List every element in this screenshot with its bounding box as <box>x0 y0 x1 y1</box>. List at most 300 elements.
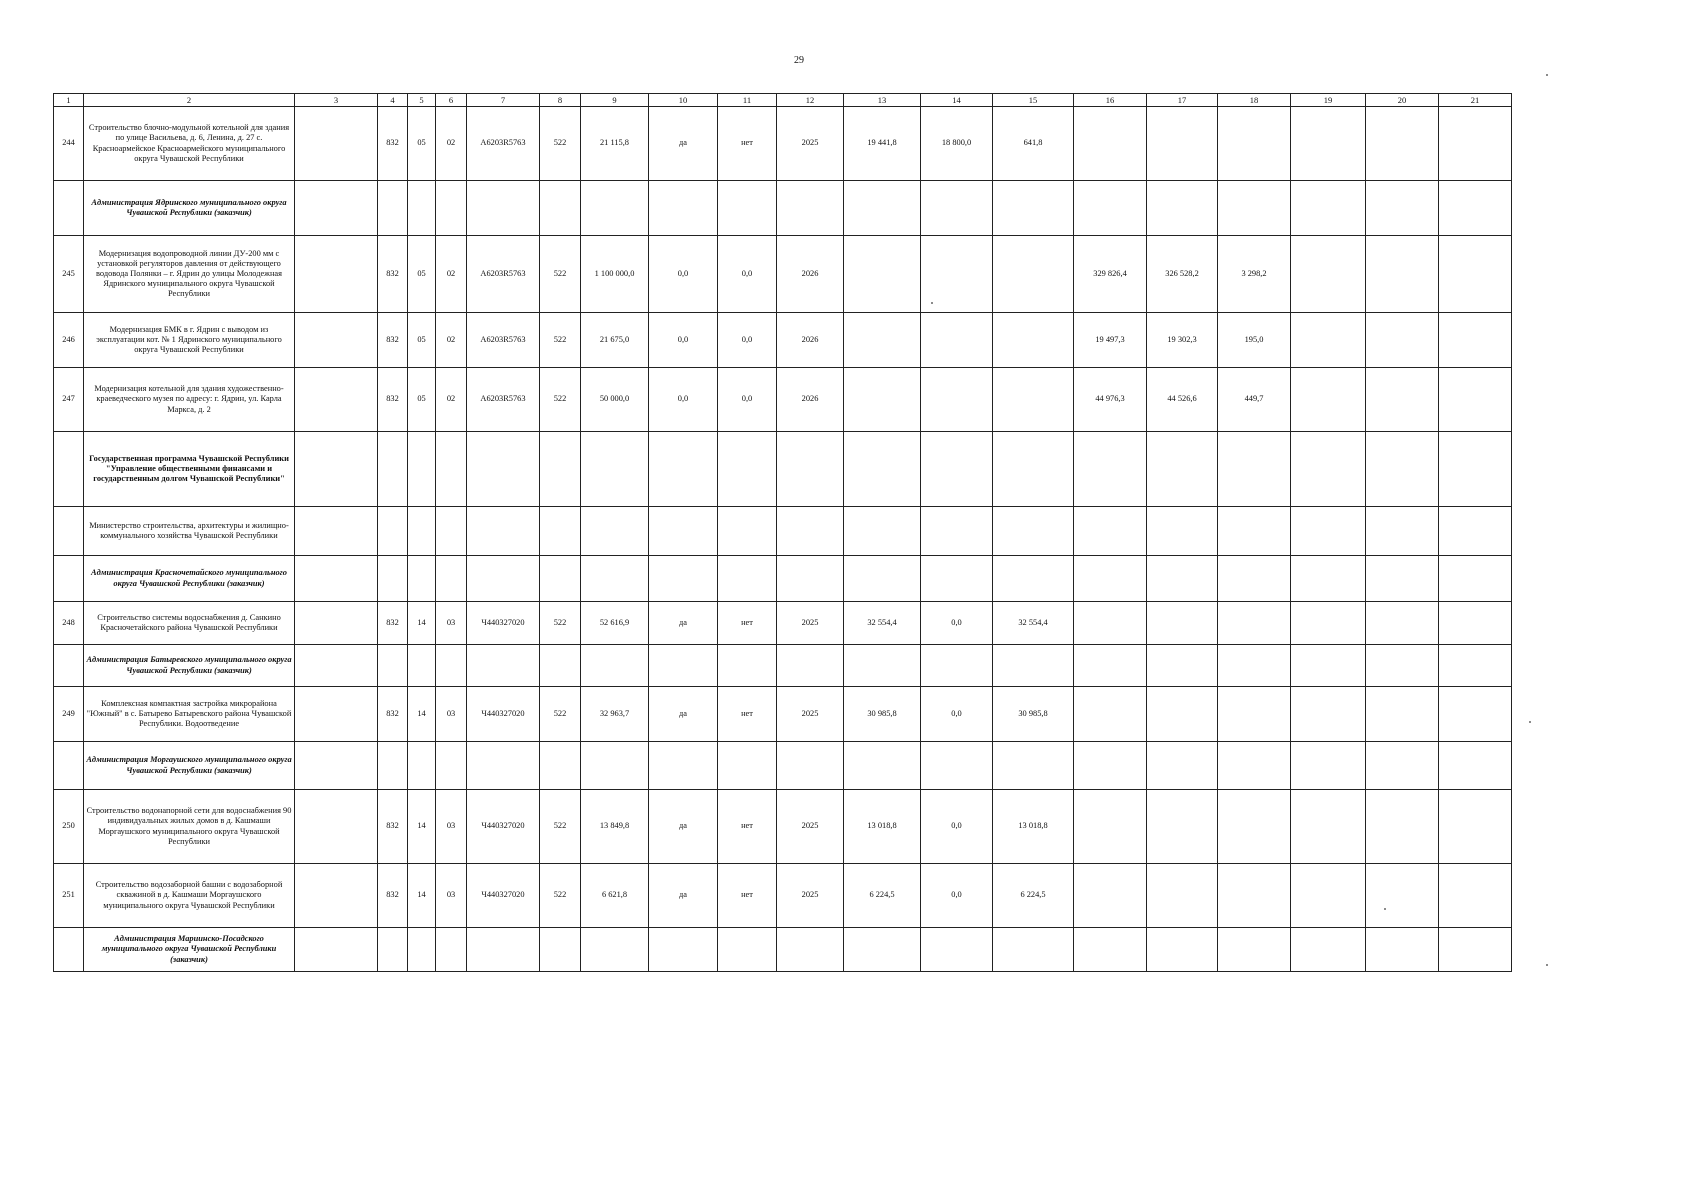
cell-col-21 <box>1439 602 1512 645</box>
cell-col-3 <box>295 645 378 687</box>
cell-col-16 <box>1074 928 1147 972</box>
cell-col-13: 13 018,8 <box>844 790 921 864</box>
cell-col-14: 0,0 <box>921 602 993 645</box>
cell-col-3 <box>295 864 378 928</box>
cell-col-19 <box>1291 368 1366 432</box>
cell-col-8: 522 <box>540 790 581 864</box>
cell-col-19 <box>1291 432 1366 507</box>
cell-col-12: 2025 <box>777 602 844 645</box>
cell-col-21 <box>1439 790 1512 864</box>
cell-col-16 <box>1074 507 1147 556</box>
cell-col-19 <box>1291 928 1366 972</box>
cell-col-10 <box>649 742 718 790</box>
row-number: 251 <box>54 864 84 928</box>
cell-col-10 <box>649 928 718 972</box>
cell-col-21 <box>1439 687 1512 742</box>
cell-col-10 <box>649 432 718 507</box>
cell-col-4: 832 <box>378 107 408 181</box>
cell-col-14: 0,0 <box>921 687 993 742</box>
cell-col-17 <box>1147 687 1218 742</box>
cell-col-11: нет <box>718 790 777 864</box>
cell-col-5 <box>408 507 436 556</box>
cell-col-7 <box>467 507 540 556</box>
cell-col-8 <box>540 432 581 507</box>
cell-col-4 <box>378 645 408 687</box>
cell-col-11 <box>718 181 777 236</box>
cell-col-11: 0,0 <box>718 368 777 432</box>
table-row <box>54 602 1512 645</box>
row-number: 244 <box>54 107 84 181</box>
row-number: 246 <box>54 313 84 368</box>
cell-col-4: 832 <box>378 602 408 645</box>
customer-section-row <box>54 556 1512 602</box>
cell-col-15 <box>993 236 1074 313</box>
table-row <box>54 313 1512 368</box>
cell-col-16 <box>1074 432 1147 507</box>
cell-col-19 <box>1291 507 1366 556</box>
column-header-2: 2 <box>84 94 295 107</box>
cell-col-6 <box>436 742 467 790</box>
cell-col-16 <box>1074 864 1147 928</box>
cell-col-5 <box>408 928 436 972</box>
cell-col-4 <box>378 928 408 972</box>
cell-col-7: Ч440327020 <box>467 687 540 742</box>
cell-col-8 <box>540 507 581 556</box>
cell-col-5: 14 <box>408 790 436 864</box>
cell-col-8 <box>540 645 581 687</box>
cell-col-20 <box>1366 602 1439 645</box>
cell-col-14 <box>921 928 993 972</box>
cell-col-8: 522 <box>540 864 581 928</box>
cell-col-11 <box>718 645 777 687</box>
cell-col-10: 0,0 <box>649 313 718 368</box>
cell-col-3 <box>295 790 378 864</box>
cell-col-15: 13 018,8 <box>993 790 1074 864</box>
cell-col-15 <box>993 181 1074 236</box>
cell-col-7 <box>467 645 540 687</box>
cell-col-12: 2025 <box>777 864 844 928</box>
cell-col-3 <box>295 368 378 432</box>
cell-col-14 <box>921 507 993 556</box>
cell-col-5 <box>408 432 436 507</box>
cell-col-15 <box>993 368 1074 432</box>
column-header-14: 14 <box>921 94 993 107</box>
cell-col-7: Ч440327020 <box>467 602 540 645</box>
cell-col-6 <box>436 507 467 556</box>
cell-col-9: 1 100 000,0 <box>581 236 649 313</box>
customer-section-row <box>54 928 1512 972</box>
cell-col-17 <box>1147 602 1218 645</box>
cell-col-8: 522 <box>540 107 581 181</box>
cell-col-19 <box>1291 687 1366 742</box>
cell-col-21 <box>1439 368 1512 432</box>
cell-col-14 <box>921 742 993 790</box>
cell-col-11: нет <box>718 687 777 742</box>
object-name: Строительство водозаборной башни с водозаборной скважиной в д. Кашмаши Моргаушского муниципального округа Чувашской Республики <box>84 864 295 928</box>
cell-col-20 <box>1366 687 1439 742</box>
cell-col-17: 326 528,2 <box>1147 236 1218 313</box>
cell-col-20 <box>1366 928 1439 972</box>
row-number <box>54 507 84 556</box>
cell-col-6: 02 <box>436 313 467 368</box>
cell-col-8 <box>540 181 581 236</box>
column-header-7: 7 <box>467 94 540 107</box>
cell-col-14 <box>921 645 993 687</box>
object-name: Модернизация водопроводной линии ДУ-200 мм с установкой регуляторов давления от действующего водовода Полянки – г. Ядрин до улицы Молодежная Ядринского муниципального округа Чувашской Республики <box>84 236 295 313</box>
cell-col-18 <box>1218 181 1291 236</box>
cell-col-11: нет <box>718 864 777 928</box>
cell-col-3 <box>295 556 378 602</box>
cell-col-6: 03 <box>436 687 467 742</box>
cell-col-13: 30 985,8 <box>844 687 921 742</box>
cell-col-17 <box>1147 181 1218 236</box>
cell-col-15 <box>993 432 1074 507</box>
object-name: Модернизация БМК в г. Ядрин с выводом из эксплуатации кот. № 1 Ядринского муниципального округа Чувашской Республики <box>84 313 295 368</box>
cell-col-11 <box>718 928 777 972</box>
row-number: 249 <box>54 687 84 742</box>
customer-title: Администрация Батыревского муниципального округа Чувашской Республики (заказчик) <box>84 645 295 687</box>
cell-col-12 <box>777 742 844 790</box>
row-number <box>54 645 84 687</box>
cell-col-15: 6 224,5 <box>993 864 1074 928</box>
cell-col-8 <box>540 556 581 602</box>
cell-col-18: 195,0 <box>1218 313 1291 368</box>
cell-col-7 <box>467 556 540 602</box>
column-header-1: 1 <box>54 94 84 107</box>
cell-col-13 <box>844 928 921 972</box>
cell-col-21 <box>1439 864 1512 928</box>
cell-col-11 <box>718 507 777 556</box>
cell-col-7 <box>467 181 540 236</box>
cell-col-17 <box>1147 432 1218 507</box>
cell-col-20 <box>1366 432 1439 507</box>
cell-col-20 <box>1366 742 1439 790</box>
ministry-section-row <box>54 507 1512 556</box>
cell-col-4 <box>378 181 408 236</box>
cell-col-3 <box>295 742 378 790</box>
cell-col-5: 05 <box>408 368 436 432</box>
cell-col-8: 522 <box>540 602 581 645</box>
cell-col-21 <box>1439 742 1512 790</box>
cell-col-9: 6 621,8 <box>581 864 649 928</box>
cell-col-5 <box>408 181 436 236</box>
cell-col-9: 50 000,0 <box>581 368 649 432</box>
cell-col-13: 19 441,8 <box>844 107 921 181</box>
cell-col-18 <box>1218 107 1291 181</box>
cell-col-11: 0,0 <box>718 313 777 368</box>
cell-col-4: 832 <box>378 687 408 742</box>
cell-col-21 <box>1439 107 1512 181</box>
cell-col-13: 6 224,5 <box>844 864 921 928</box>
cell-col-8 <box>540 742 581 790</box>
cell-col-3 <box>295 687 378 742</box>
cell-col-4 <box>378 556 408 602</box>
cell-col-16 <box>1074 687 1147 742</box>
cell-col-18 <box>1218 556 1291 602</box>
row-number: 245 <box>54 236 84 313</box>
cell-col-7 <box>467 432 540 507</box>
cell-col-19 <box>1291 236 1366 313</box>
cell-col-12 <box>777 928 844 972</box>
cell-col-17 <box>1147 928 1218 972</box>
cell-col-4: 832 <box>378 236 408 313</box>
cell-col-10: да <box>649 107 718 181</box>
cell-col-14: 0,0 <box>921 864 993 928</box>
cell-col-13 <box>844 313 921 368</box>
cell-col-21 <box>1439 432 1512 507</box>
cell-col-9 <box>581 432 649 507</box>
cell-col-12 <box>777 645 844 687</box>
cell-col-18 <box>1218 507 1291 556</box>
cell-col-7: А6203R5763 <box>467 313 540 368</box>
cell-col-17 <box>1147 107 1218 181</box>
cell-col-16 <box>1074 790 1147 864</box>
cell-col-9: 21 675,0 <box>581 313 649 368</box>
scan-speck <box>1546 74 1548 76</box>
cell-col-4: 832 <box>378 368 408 432</box>
cell-col-5 <box>408 645 436 687</box>
cell-col-21 <box>1439 313 1512 368</box>
cell-col-14 <box>921 236 993 313</box>
row-number <box>54 742 84 790</box>
cell-col-21 <box>1439 645 1512 687</box>
cell-col-15 <box>993 313 1074 368</box>
cell-col-18 <box>1218 602 1291 645</box>
cell-col-18: 3 298,2 <box>1218 236 1291 313</box>
row-number: 247 <box>54 368 84 432</box>
customer-title: Администрация Красночетайского муниципального округа Чувашской Республики (заказчик) <box>84 556 295 602</box>
cell-col-14 <box>921 313 993 368</box>
cell-col-9: 32 963,7 <box>581 687 649 742</box>
cell-col-14 <box>921 556 993 602</box>
cell-col-19 <box>1291 864 1366 928</box>
object-name: Строительство блочно-модульной котельной для здания по улице Васильева, д. 6, Ленина, д. 27 с. Красноармейское Красноармейского муниципального округа Чувашской Республики <box>84 107 295 181</box>
cell-col-12 <box>777 432 844 507</box>
cell-col-14: 0,0 <box>921 790 993 864</box>
cell-col-17: 44 526,6 <box>1147 368 1218 432</box>
cell-col-13 <box>844 556 921 602</box>
cell-col-3 <box>295 236 378 313</box>
cell-col-16: 44 976,3 <box>1074 368 1147 432</box>
cell-col-13 <box>844 181 921 236</box>
cell-col-4 <box>378 432 408 507</box>
cell-col-20 <box>1366 556 1439 602</box>
cell-col-10: 0,0 <box>649 368 718 432</box>
cell-col-5: 14 <box>408 602 436 645</box>
cell-col-20 <box>1366 313 1439 368</box>
column-header-12: 12 <box>777 94 844 107</box>
cell-col-16: 329 826,4 <box>1074 236 1147 313</box>
cell-col-8 <box>540 928 581 972</box>
cell-col-7: Ч440327020 <box>467 790 540 864</box>
cell-col-14: 18 800,0 <box>921 107 993 181</box>
cell-col-4: 832 <box>378 313 408 368</box>
cell-col-20 <box>1366 790 1439 864</box>
cell-col-18 <box>1218 790 1291 864</box>
cell-col-10 <box>649 181 718 236</box>
cell-col-4 <box>378 507 408 556</box>
cell-col-16 <box>1074 742 1147 790</box>
column-header-21: 21 <box>1439 94 1512 107</box>
cell-col-12 <box>777 556 844 602</box>
cell-col-10: 0,0 <box>649 236 718 313</box>
cell-col-11: нет <box>718 602 777 645</box>
table-row <box>54 236 1512 313</box>
customer-title: Администрация Ядринского муниципального округа Чувашской Республики (заказчик) <box>84 181 295 236</box>
column-header-8: 8 <box>540 94 581 107</box>
cell-col-12: 2026 <box>777 236 844 313</box>
capital-investment-table <box>53 93 1512 972</box>
cell-col-6: 03 <box>436 864 467 928</box>
column-header-6: 6 <box>436 94 467 107</box>
cell-col-12 <box>777 181 844 236</box>
cell-col-19 <box>1291 556 1366 602</box>
cell-col-13 <box>844 368 921 432</box>
column-header-13: 13 <box>844 94 921 107</box>
cell-col-3 <box>295 107 378 181</box>
cell-col-6 <box>436 181 467 236</box>
cell-col-17 <box>1147 790 1218 864</box>
cell-col-16: 19 497,3 <box>1074 313 1147 368</box>
cell-col-3 <box>295 602 378 645</box>
column-header-10: 10 <box>649 94 718 107</box>
column-header-5: 5 <box>408 94 436 107</box>
cell-col-18 <box>1218 928 1291 972</box>
cell-col-16 <box>1074 645 1147 687</box>
table-row <box>54 107 1512 181</box>
cell-col-8: 522 <box>540 313 581 368</box>
column-header-15: 15 <box>993 94 1074 107</box>
cell-col-19 <box>1291 645 1366 687</box>
row-number <box>54 432 84 507</box>
cell-col-21 <box>1439 236 1512 313</box>
cell-col-15 <box>993 928 1074 972</box>
cell-col-19 <box>1291 790 1366 864</box>
column-header-9: 9 <box>581 94 649 107</box>
cell-col-15 <box>993 507 1074 556</box>
cell-col-6 <box>436 556 467 602</box>
cell-col-13 <box>844 432 921 507</box>
cell-col-20 <box>1366 236 1439 313</box>
scan-speck <box>1384 908 1386 910</box>
cell-col-13 <box>844 236 921 313</box>
cell-col-18 <box>1218 687 1291 742</box>
cell-col-13 <box>844 645 921 687</box>
row-number <box>54 181 84 236</box>
customer-title: Администрация Моргаушского муниципального округа Чувашской Республики (заказчик) <box>84 742 295 790</box>
column-header-16: 16 <box>1074 94 1147 107</box>
column-number-header <box>54 94 1512 107</box>
cell-col-15: 30 985,8 <box>993 687 1074 742</box>
cell-col-17: 19 302,3 <box>1147 313 1218 368</box>
customer-title: Администрация Мариинско-Посадского муниципального округа Чувашской Республики (заказчик) <box>84 928 295 972</box>
scan-speck <box>1546 964 1548 966</box>
cell-col-19 <box>1291 107 1366 181</box>
cell-col-9 <box>581 928 649 972</box>
column-header-17: 17 <box>1147 94 1218 107</box>
cell-col-5 <box>408 556 436 602</box>
cell-col-6: 03 <box>436 790 467 864</box>
cell-col-12 <box>777 507 844 556</box>
customer-section-row <box>54 742 1512 790</box>
cell-col-9: 21 115,8 <box>581 107 649 181</box>
cell-col-3 <box>295 181 378 236</box>
cell-col-3 <box>295 313 378 368</box>
cell-col-17 <box>1147 645 1218 687</box>
cell-col-13 <box>844 742 921 790</box>
scan-speck <box>931 302 933 304</box>
cell-col-5: 05 <box>408 107 436 181</box>
cell-col-7: А6203R5763 <box>467 107 540 181</box>
cell-col-9 <box>581 742 649 790</box>
column-header-4: 4 <box>378 94 408 107</box>
cell-col-17 <box>1147 556 1218 602</box>
cell-col-5: 05 <box>408 236 436 313</box>
cell-col-15 <box>993 645 1074 687</box>
cell-col-7: Ч440327020 <box>467 864 540 928</box>
cell-col-10: да <box>649 687 718 742</box>
cell-col-10 <box>649 645 718 687</box>
cell-col-14 <box>921 432 993 507</box>
customer-section-row <box>54 645 1512 687</box>
cell-col-7 <box>467 742 540 790</box>
cell-col-19 <box>1291 181 1366 236</box>
cell-col-5: 05 <box>408 313 436 368</box>
cell-col-6: 03 <box>436 602 467 645</box>
cell-col-11: нет <box>718 107 777 181</box>
object-name: Строительство водонапорной сети для водоснабжения 90 индивидуальных жилых домов в д. Кашмаши Моргаушского муниципального округа Чувашской Республики <box>84 790 295 864</box>
cell-col-19 <box>1291 602 1366 645</box>
object-name: Комплексная компактная застройка микрорайона "Южный" в с. Батырево Батыревского района Чувашской Республики. Водоотведение <box>84 687 295 742</box>
cell-col-21 <box>1439 928 1512 972</box>
cell-col-6 <box>436 645 467 687</box>
row-number: 248 <box>54 602 84 645</box>
cell-col-8: 522 <box>540 236 581 313</box>
cell-col-9: 52 616,9 <box>581 602 649 645</box>
cell-col-20 <box>1366 368 1439 432</box>
cell-col-4: 832 <box>378 790 408 864</box>
cell-col-9 <box>581 181 649 236</box>
cell-col-9: 13 849,8 <box>581 790 649 864</box>
cell-col-7: А6203R5763 <box>467 368 540 432</box>
row-number <box>54 928 84 972</box>
cell-col-4 <box>378 742 408 790</box>
cell-col-21 <box>1439 556 1512 602</box>
table-row <box>54 864 1512 928</box>
cell-col-12: 2026 <box>777 313 844 368</box>
cell-col-13 <box>844 507 921 556</box>
cell-col-14 <box>921 368 993 432</box>
cell-col-18 <box>1218 742 1291 790</box>
cell-col-12: 2025 <box>777 687 844 742</box>
scan-speck <box>1529 721 1531 723</box>
cell-col-7: А6203R5763 <box>467 236 540 313</box>
cell-col-3 <box>295 928 378 972</box>
cell-col-9 <box>581 507 649 556</box>
cell-col-6: 02 <box>436 368 467 432</box>
cell-col-9 <box>581 556 649 602</box>
cell-col-16 <box>1074 181 1147 236</box>
column-header-3: 3 <box>295 94 378 107</box>
table-row <box>54 687 1512 742</box>
ministry-title: Министерство строительства, архитектуры и жилищно-коммунального хозяйства Чувашской Республики <box>84 507 295 556</box>
cell-col-6: 02 <box>436 107 467 181</box>
cell-col-10: да <box>649 602 718 645</box>
cell-col-6: 02 <box>436 236 467 313</box>
cell-col-13: 32 554,4 <box>844 602 921 645</box>
page-number: 29 <box>794 55 804 66</box>
cell-col-16 <box>1074 602 1147 645</box>
